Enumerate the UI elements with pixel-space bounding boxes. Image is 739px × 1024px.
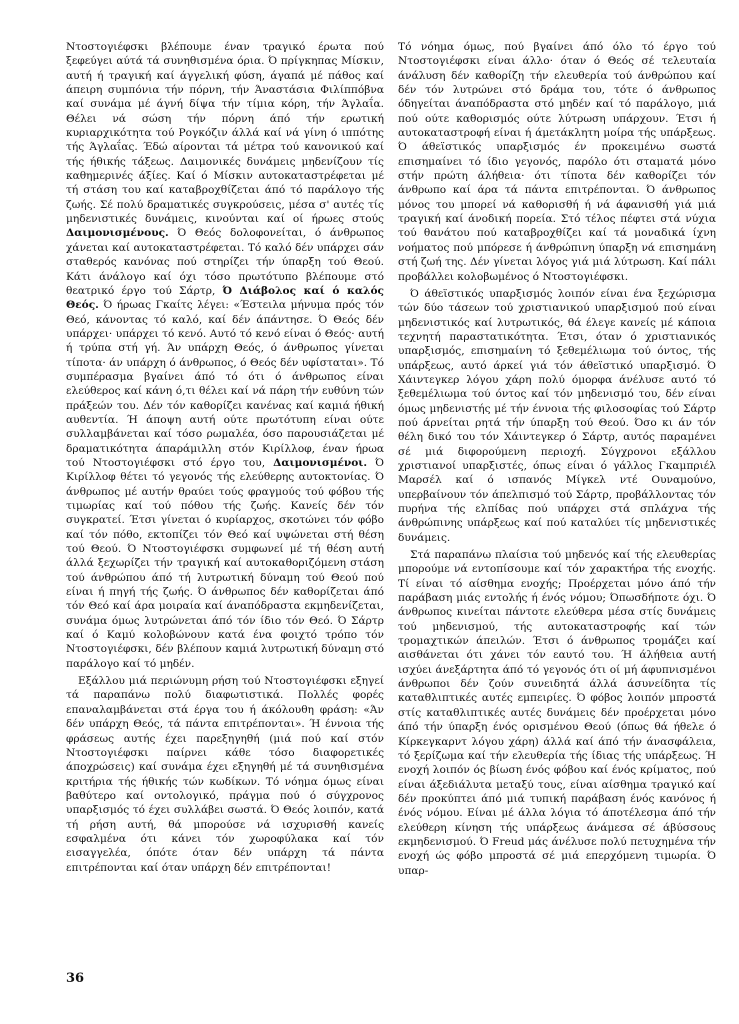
paragraph-text: Ό Θεός δολοφονείται, ό άνθρωπος χάνεται καί αυτοκαταστρέφεται. Τό καλό δέν υπάρχει σάν σταθερός κανόνας πού στηρίζει τήν ύπαρξη τού Θεού. Κάτι άνάλογο καί όχι τόσο πρωτότυπο βλέπουμε στό θεατρικό έργο τού Σάρτρ, [66,227,384,297]
book-title: Δαιμονισμένοι. [273,456,368,469]
paragraph [398,548,716,878]
right-column [398,40,716,958]
paragraph-text: Ντοστογιέφσκι βλέπουμε έναν τραγικό έρωτα πού ξεφεύγει αύτά τά συνηθισμένα όρια. Ό πρίγκηπας Μίσκιν, αυτή ή τραγική καί άγγελική φύση, άγαπά μέ πάθος καί άπειρη συμπόνια τήν πόρνη, τήν Άναστάσια Φιλίππόβνα καί συνάμα μέ άγνή δίψα τήν τίμια κόρη, τήν Άγλαΐα. Θέλει νά σώση τήν πόρνη άπό τήν ερωτική κυριαρχικότητα τού Ρογκόζιν άλλά καί νά γίνη ό ιππότης τής Άγλαΐας. Έδώ αίρονται τά μέτρα τού κανονικού καί τής ήθικής τάξεως. Δαιμονικές δυνάμεις μηδενίζουν τίς καθημερινές άξίες. Καί ό Μίσκιν αυτοκαταστρέφεται μέ τή στάση του καί καταβροχθίζεται άπό τό παράλογο τής ζωής. Σέ πολύ δραματικές συγκρούσεις, μέσα σ' αυτές τίς μηδενιστικές δυνάμεις, κινούνται καί οί ήρωες στούς [66,41,384,226]
paragraph: Εξάλλου μιά περιώνυμη ρήση τού Ντοστογιέφσκι εξηγεί τά παραπάνω πολύ διαφωτιστικά. Πολλές φορές επαναλαμβάνεται στά έργα του ή άκόλουθη φράση: «Άν δέν υπάρχη Θεός, τά πάντα επιτρέπονται». Ή έννοια τής φράσεως αυτής έχει παρεξηγηθή (μιά πού καί στόν Ντοστογιέφσκι παίρνει κάθε τόσο διαφορετικές άποχρώσεις) καί συνάμα έχει εξηγηθή μέ τά συνηθισμένα κριτήρια τής ήθικής τών κωδίκων. Τό νόημα όμως είναι βαθύτερο καί οντολογικό, πράγμα πού ό σύγχρονος υπαρξισμός τό έχει συλλάβει σωστά. Ό Θεός λοιπόν, κατά τή ρήση αυτή, θά μπορούσε νά ισχυρισθή κανείς εσφαλμένα ότι κάνει τόν χωροφύλακα καί τόν εισαγγελέα, όπότε όταν δέν υπάρχη τά πάντα επιτρέπονται καί όταν υπάρχη δέν επιτρέπονται! [66,675,384,874]
paragraph-text: μάς άνέλυσε πολύ πετυχημένα τήν ενοχή ώς φόβο μπροστά σέ μιά επερχόμενη τιμωρία. Ό υπαρ- [398,835,716,877]
play-title: Ό Διάβολος καί ό καλός Θεός. [66,284,384,312]
paragraph: Τό νόημα όμως, πού βγαίνει άπό όλο τό έργο τού Ντοστογιέφσκι είναι άλλο· όταν ό Θεός σέ τελευταία άνάλυση δέν καθορίζη τήν ελευθερία τού άνθρώπου καί δέν τόν λυτρώνει στό δράμα του, τότε ό άνθρωπος όδηγείται άναπόδραστα στό μηδέν καί τό παράλογο, μιά πού ούτε καθορισμός ούτε λύτρωση υπάρχουν. Έτσι ή αυτοκαταστροφή είναι ή άμετάκλητη μοίρα τής υπάρξεως. Ό άθεϊστικός υπαρξισμός έν προκειμένω σωστά επισημαίνει τό ίδιο γεγονός, παρόλο ότι σταματά μόνο στήν πρώτη άλήθεια· ότι τίποτα δέν καθορίζει τόν άνθρωπο καί άρα τά πάντα επιτρέπονται. Ό άνθρωπος μόνος του μπορεί νά καθορισθή ή νά άφανισθή γιά μιά τραγική καί άνοδική πορεία. Στό τέλος πέφτει στά νύχια τού θανάτου πού καταβροχθίζει καί τά μοναδικά ίχνη νοήματος πού μπόρεσε ή άνθρώπινη ύπαρξη νά επισημάνη στή ζωή της. Δέν γίνεται λόγος γιά μιά λύτρωση. Καί πάλι προβάλλει κολοβωμένος ό Ντοστογιέφσκι. [398,41,716,283]
book-title: Δαιμονισμένους. [66,227,169,240]
name-freud: Freud [492,835,525,848]
paragraph-text: Ό ήρωας Γκαίτς λέγει: «Έστειλα μήνυμα πρός τόν Θεό, κάνοντας τό καλό, καί δέν άπάντησε. Ό Θεός δέν υπάρχει· υπάρχει τό κενό. Αυτό τό κενό είναι ό Θεός· αυτή ή τρύπα στή γή. Άν υπάρχη Θεός, ό άνθρωπος γίνεται τίποτα· άν υπάρχη ό άνθρωπος, ό Θεός δέν υφίσταται». Τό συμπέρασμα βγαίνει άπό τό ότι ό άνθρωπος είναι ελεύθερος καί κάνη ό,τι θέλει καί νά πάρη τήν ευθύνη τών πράξεών του. Δέν τόν καθορίζει κανένας καί καμιά ήθική αυθεντία. Ή άποψη αυτή ούτε πρωτότυπη είναι ούτε συλλαμβάνεται καί τόσο ρωμαλέα, όσο παρουσιάζεται μέ δραματικότητα άπαράμιλλη στόν Κιρίλλοφ, έναν ήρωα τού Ντοστογιέφσκι στό έργο του, [66,299,384,469]
left-column [66,40,384,958]
paragraph-text: Στά παραπάνω πλαίσια τού μηδενός καί τής ελευθερίας μπορούμε νά εντοπίσουμε καί τόν χαρακτήρα τής ενοχής. Τί είναι τό αίσθημα ενοχής; Προέρχεται μόνο άπό τήν παράβαση μιάς εντολής ή ένός νόμου; Όπωσδήποτε όχι. Ό άνθρωπος κινείται πάντοτε ελεύθερα μέσα στίς δυνάμεις τού μηδενισμού, τής αυτοκαταστροφής καί τών τρομαχτικών άπειλών. Έτσι ό άνθρωπος τρομάζει καί αισθάνεται ότι χάνει τόν εαυτό του. Ή άλήθεια αυτή ισχύει άνεξάρτητα άπό τό γεγονός ότι οί μή άφυπνισμένοι άνθρωποι δέν ζούν συνειδητά άλλά άσυνείδητα τίς καταθλιπτικές αυτές εμπειρίες. Ό φόβος λοιπόν μπροστά στίς καταθλιπτικές αυτές δυνάμεις δέν προέρχεται μόνο άπό τήν ύπαρξη ένός ορισμένου Θεού (όπως θά ήθελε ό Κίρκεγκαρντ λόγου χάρη) άλλά καί άπό τήν άνασφάλεια, τό ξερίζωμα καί τήν ελευθερία τής ίδιας τής υπάρξεως. Ή ενοχή λοιπόν ός βίωση ένός φόβου καί ένός κρίματος, πού είναι άξεδιάλυτα μεταξύ τους, είναι αίσθημα τραγικό καί δέν προκύπτει άπό μιά τυπική παράβαση ένός κανόνος ή ένός νόμου. Είναι μέ άλλα λόγια τό άποτέλεσμα άπό τήν ελεύθερη κίνηση τής υπάρξεως άνάμεσα σέ άβύσσους εκμηδενισμού. Ό [398,549,716,848]
paragraph: Ό άθεϊστικός υπαρξισμός λοιπόν είναι ένα ξεχώρισμα τών δύο τάσεων τού χριστιανικού υπαρξισμού πού είναι μηδενιστικός καί λυτρωτικός, θά έλεγε κανείς μέ κάποια τεχνητή παραστατικότητα. Έτσι, όταν ό χριστιανικός υπαρξισμός, επισημαίνη τό ξεθεμέλιωμα τού όντος, τής υπάρξεως, αυτό άρκεί γιά τόν άθεϊστικό υπαρξισμό. Ό Χάιντεγκερ λόγου χάρη πολύ όμορφα άνέλυσε αυτό τό ξεθεμέλιωμα τού όντος καί τόν μηδενισμό του, δέν είναι όμως μηδενιστής μέ τήν έννοια τής φιλοσοφίας τού Σάρτρ πού άρνείται ρητά τήν ύπαρξη τού Θεού. Όσο κι άν τόν θέλη δικό του τόν Χάιντεγκερ ό Σάρτρ, αυτός παραμένει σέ μιά διφορούμενη περιοχή. Σύγχρονοι εξάλλου χριστιανοί υπαρξιστές, όπως είναι ό γάλλος Γκαμπριέλ Μαρσέλ καί ό ισπανός Μίγκελ ντέ Ουναμούνο, υπερβαίνουν τόν άπελπισμό τού Σάρτρ, προβάλλοντας τόν πυρήνα τής ελπίδας πού υπάρχει στά σπλάχνα τής άνθρώπινης υπάρξεως καί πού καταλύει τίς μηδενιστικές δυνάμεις. [398,287,716,544]
page-number: 36 [66,971,85,986]
paragraph-text: Ό Κιρίλλοφ θέτει τό γεγονός τής ελεύθερης αυτοκτονίας. Ό άνθρωπος μέ αυτήν θραύει τούς φραγμούς τού φόβου τής τιμωρίας καί τού πόθου τής ζωής. Κανείς δέν τόν συγκρατεί. Έτσι γίνεται ό κυρίαρχος, σκοτώνει τόν φόβο καί τόν πόθο, εκτοπίζει τόν Θεό καί υψώνεται στή θέση τού Θεού. Ό Ντοστογιέφσκι συμφωνεί μέ τή θέση αυτή άλλά ξεχωρίζει τήν τραγική καί αυτοκαθοριζόμενη στάση τού άνθρώπου άπό τή λυτρωτική δύναμη τού Θεού πού είναι ή πηγή τής ζωής. Ό άνθρωπος δέν καθορίζεται άπό τόν Θεό καί άρα μοιραία καί άναπόδραστα εκμηδενίζεται, συνάμα όμως λυτρώνεται άπό τόν ίδιο τόν Θεό. Ό Σάρτρ καί ό Καμύ κολοβώνουν κατά ένα φοιχτό τρόπο τόν Ντοστογιέφσκι, δέν βλέπουν καμιά λυτρωτική δύναμη στό παράλογο καί τό μηδέν. [66,456,384,670]
paragraph [66,40,384,671]
